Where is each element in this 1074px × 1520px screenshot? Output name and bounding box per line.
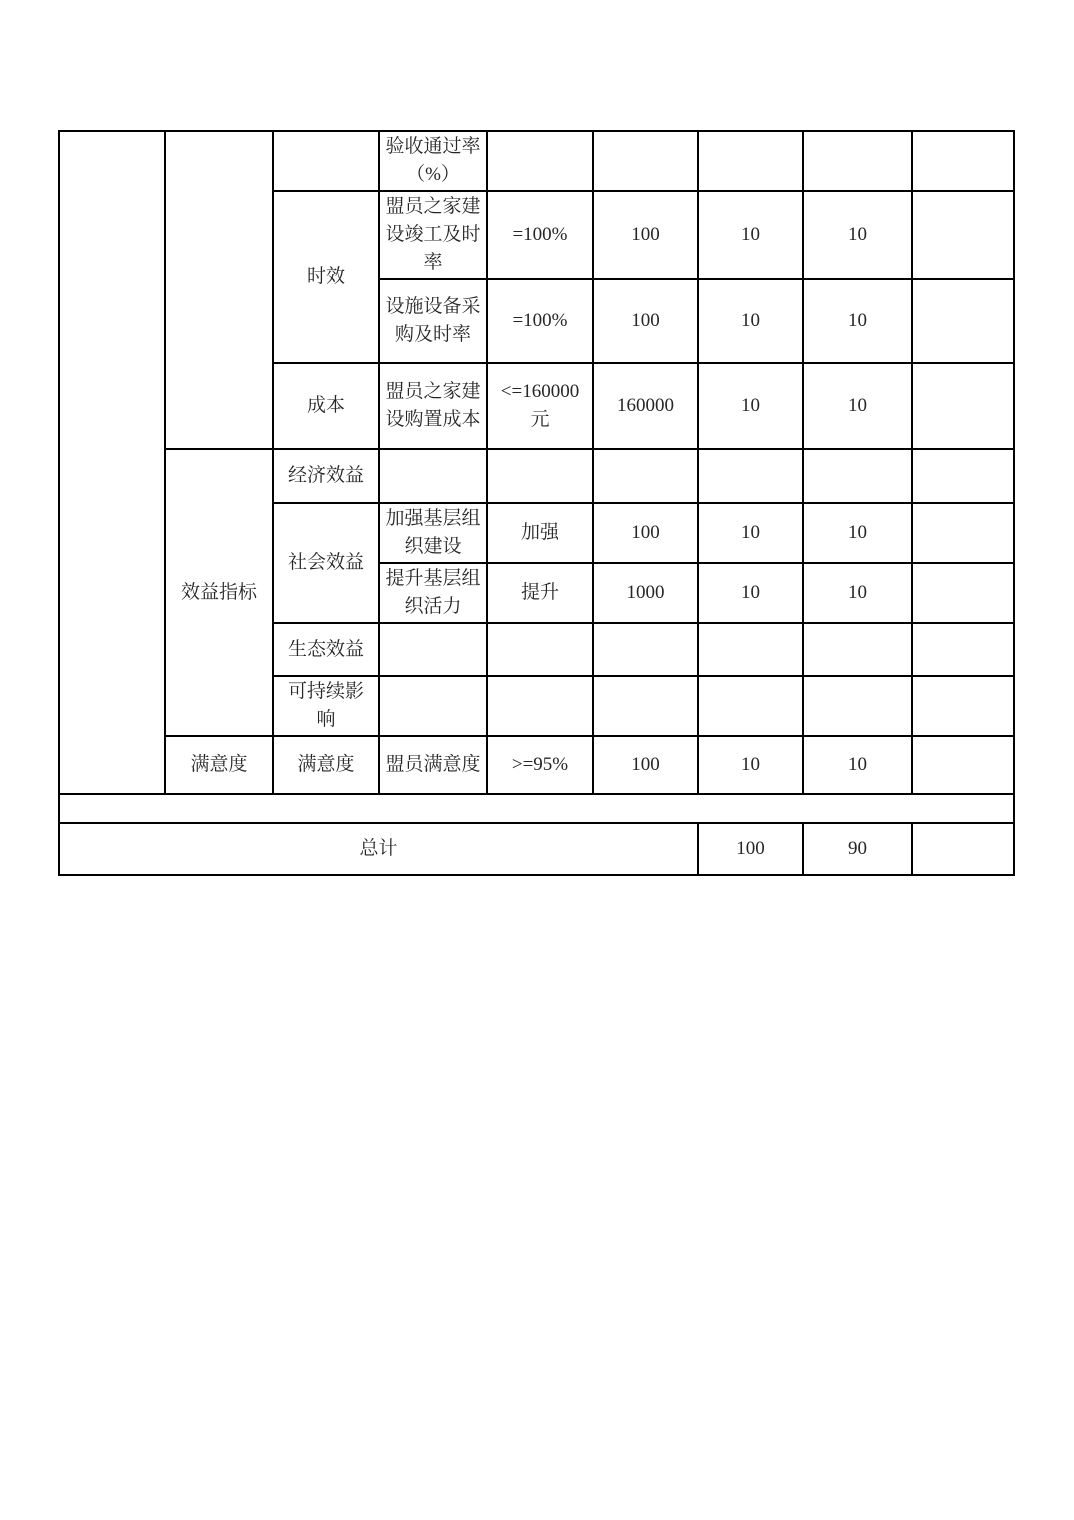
total-score-cell: 90 [803, 823, 912, 875]
cell-level2-indicator: 满意度 [273, 736, 379, 794]
cell-weight [698, 131, 803, 191]
cell-level1-indicator: 满意度 [165, 736, 273, 794]
cell-indicator-value: 加强 [487, 503, 593, 563]
cell-indicator-value [487, 449, 593, 503]
cell-remark [912, 563, 1014, 623]
cell-annual-value: 1000 [593, 563, 698, 623]
cell-weight [698, 623, 803, 676]
cell-annual-value [593, 676, 698, 736]
cell-score [803, 676, 912, 736]
cell-remark [912, 131, 1014, 191]
cell-level3-indicator [379, 449, 487, 503]
cell-indicator-value: <=160000元 [487, 363, 593, 449]
cell-weight: 10 [698, 191, 803, 279]
cell-annual-value: 160000 [593, 363, 698, 449]
cell-indicator-value: 提升 [487, 563, 593, 623]
table-row [59, 823, 1014, 875]
cell-level2-indicator: 社会效益 [273, 503, 379, 623]
total-label-cell: 总计 [59, 823, 698, 875]
cell-annual-value [593, 449, 698, 503]
cell-remark [912, 623, 1014, 676]
total-weight-cell: 100 [698, 823, 803, 875]
cell-remark [912, 736, 1014, 794]
cell-level3-indicator: 验收通过率（%） [379, 131, 487, 191]
cell-level2-indicator: 生态效益 [273, 623, 379, 676]
cell-level1-indicator: 效益指标 [165, 449, 273, 736]
cell-indicator-value: >=95% [487, 736, 593, 794]
cell-level2-indicator [273, 131, 379, 191]
cell-annual-value [593, 131, 698, 191]
table-row [59, 736, 1014, 794]
cell-level2-indicator: 可持续影响 [273, 676, 379, 736]
cell-level3-indicator [379, 623, 487, 676]
table-row [59, 794, 1014, 823]
cell-score: 10 [803, 736, 912, 794]
cell-indicator-value [487, 131, 593, 191]
cell-indicator-value: =100% [487, 191, 593, 279]
total-remark-cell [912, 823, 1014, 875]
cell-score: 10 [803, 563, 912, 623]
cell-remark [912, 503, 1014, 563]
cell-weight: 10 [698, 563, 803, 623]
cell-weight: 10 [698, 503, 803, 563]
cell-score [803, 623, 912, 676]
cell-category-span [165, 131, 273, 449]
cell-level3-indicator: 提升基层组织活力 [379, 563, 487, 623]
cell-score: 10 [803, 279, 912, 363]
cell-level3-indicator: 加强基层组织建设 [379, 503, 487, 563]
cell-level3-indicator: 盟员之家建设竣工及时率 [379, 191, 487, 279]
cell-weight [698, 676, 803, 736]
cell-annual-value: 100 [593, 503, 698, 563]
cell-annual-value: 100 [593, 279, 698, 363]
cell-score: 10 [803, 191, 912, 279]
cell-remark [912, 279, 1014, 363]
cell-score [803, 449, 912, 503]
cell-remark [912, 363, 1014, 449]
cell-annual-value: 100 [593, 736, 698, 794]
cell-indicator-value [487, 676, 593, 736]
cell-level2-indicator: 经济效益 [273, 449, 379, 503]
cell-remark [912, 676, 1014, 736]
cell-level3-indicator: 盟员之家建设购置成本 [379, 363, 487, 449]
cell-weight: 10 [698, 279, 803, 363]
performance-indicator-table [58, 130, 1015, 876]
cell-score: 10 [803, 503, 912, 563]
cell-level3-indicator: 盟员满意度 [379, 736, 487, 794]
cell-remark [912, 191, 1014, 279]
cell-weight: 10 [698, 363, 803, 449]
cell-level2-indicator: 时效 [273, 191, 379, 363]
cell-annual-value [593, 623, 698, 676]
spacer-row-cell [59, 794, 1014, 823]
cell-indicator-value: =100% [487, 279, 593, 363]
cell-score [803, 131, 912, 191]
cell-remark [912, 449, 1014, 503]
cell-level2-indicator: 成本 [273, 363, 379, 449]
cell-level3-indicator: 设施设备采购及时率 [379, 279, 487, 363]
cell-group-span [59, 131, 165, 794]
cell-weight: 10 [698, 736, 803, 794]
table-row [59, 449, 1014, 503]
cell-score: 10 [803, 363, 912, 449]
cell-weight [698, 449, 803, 503]
table-row [59, 131, 1014, 191]
cell-level3-indicator [379, 676, 487, 736]
cell-annual-value: 100 [593, 191, 698, 279]
cell-indicator-value [487, 623, 593, 676]
